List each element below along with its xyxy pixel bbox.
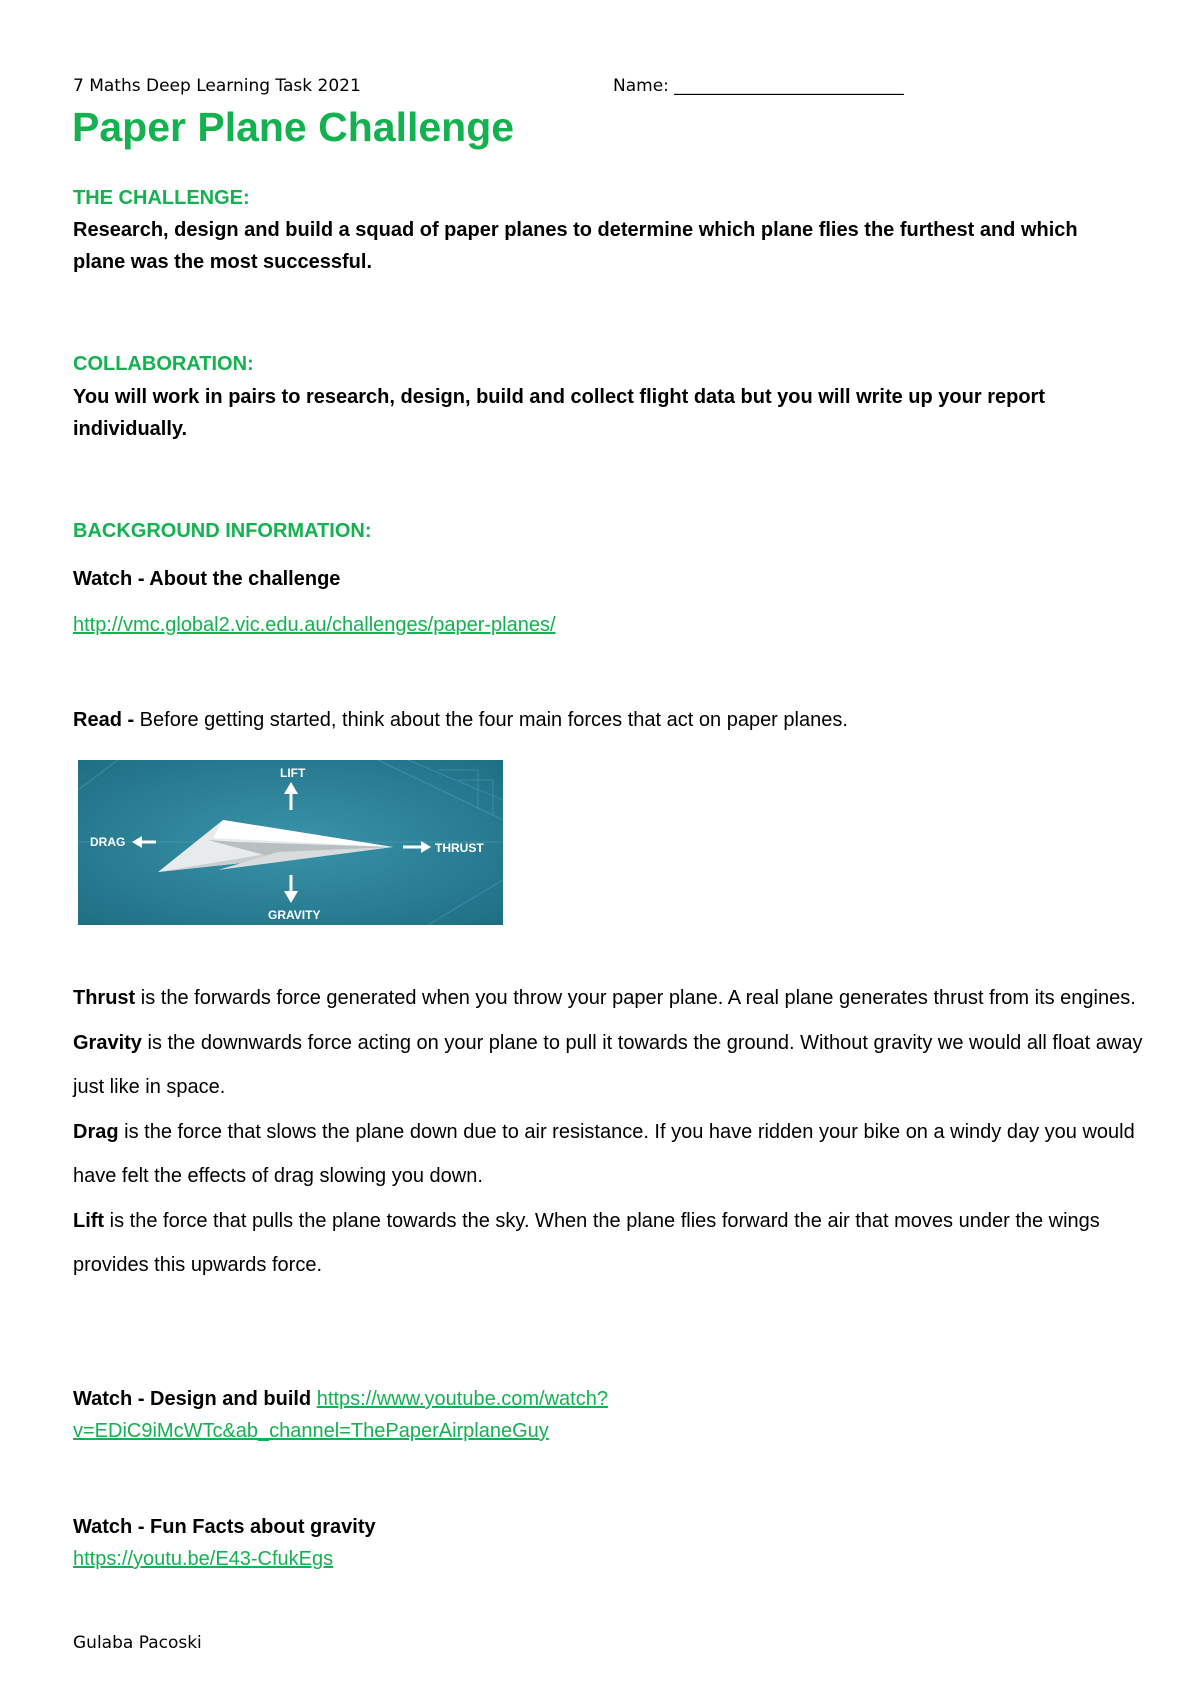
forces-descriptions	[73, 976, 1153, 1288]
force-gravity	[73, 1021, 1153, 1110]
lift-label: LIFT	[280, 766, 306, 780]
watch-about-heading: Watch - About the challenge	[73, 568, 341, 590]
forces-diagram-image	[78, 760, 503, 925]
read-text: Before getting started, think about the four main forces that act on paper planes.	[134, 709, 848, 731]
background-heading: BACKGROUND INFORMATION:	[73, 520, 372, 542]
design-build-link-part1[interactable]: https://www.youtube.com/watch?	[316, 1388, 608, 1410]
watch-gravity-heading: Watch - Fun Facts about gravity	[73, 1516, 376, 1538]
thrust-label: THRUST	[435, 841, 484, 855]
page-title: Paper Plane Challenge	[72, 104, 515, 150]
force-text: is the forwards force generated when you throw your paper plane. A real plane generates thrust from its engines.	[135, 987, 1136, 1009]
forces-diagram	[78, 760, 503, 925]
challenge-text: Research, design and build a squad of paper planes to determine which plane flies the furthest and which plane was the most successful.	[73, 219, 1078, 273]
force-term: Drag	[73, 1120, 119, 1143]
watch-design-heading: Watch - Design and build	[73, 1388, 312, 1410]
course-label: 7 Maths Deep Learning Task 2021	[73, 76, 361, 96]
name-label: Name:	[613, 76, 669, 96]
collaboration-heading: COLLABORATION:	[73, 353, 254, 375]
name-field	[613, 76, 904, 96]
force-lift	[73, 1199, 1153, 1288]
watch-design-line	[73, 1388, 608, 1411]
read-label: Read -	[73, 709, 135, 731]
force-term: Gravity	[73, 1031, 142, 1054]
force-text: is the force that slows the plane down due to air resistance. If you have ridden your bike on a windy day you would have felt the effects of drag slowing you down.	[73, 1120, 1135, 1187]
drag-label: DRAG	[90, 835, 126, 849]
design-build-link-part2[interactable]: v=EDiC9iMcWTc&ab_channel=ThePaperAirplaneGuy	[73, 1420, 549, 1442]
force-term: Thrust	[73, 987, 136, 1009]
footer-author: Gulaba Pacoski	[73, 1633, 202, 1653]
force-thrust	[73, 976, 1153, 1021]
force-text: is the force that pulls the plane towards the sky. When the plane flies forward the air that moves under the wings provides this upwards force.	[73, 1209, 1100, 1276]
read-instruction	[73, 709, 848, 732]
collaboration-text: You will work in pairs to research, design, build and collect flight data but you will write up your report individually.	[73, 386, 1045, 440]
force-text: is the downwards force acting on your plane to pull it towards the ground. Without gravity we would all float away just like in space.	[73, 1031, 1143, 1098]
name-blank: ___________________________	[674, 76, 904, 96]
gravity-label: GRAVITY	[268, 908, 321, 922]
about-challenge-link[interactable]: http://vmc.global2.vic.edu.au/challenges/paper-planes/	[73, 614, 556, 636]
force-drag	[73, 1110, 1153, 1199]
gravity-facts-link[interactable]: https://youtu.be/E43-CfukEgs	[73, 1548, 334, 1570]
force-term: Lift	[73, 1209, 105, 1232]
challenge-heading: THE CHALLENGE:	[73, 187, 250, 209]
